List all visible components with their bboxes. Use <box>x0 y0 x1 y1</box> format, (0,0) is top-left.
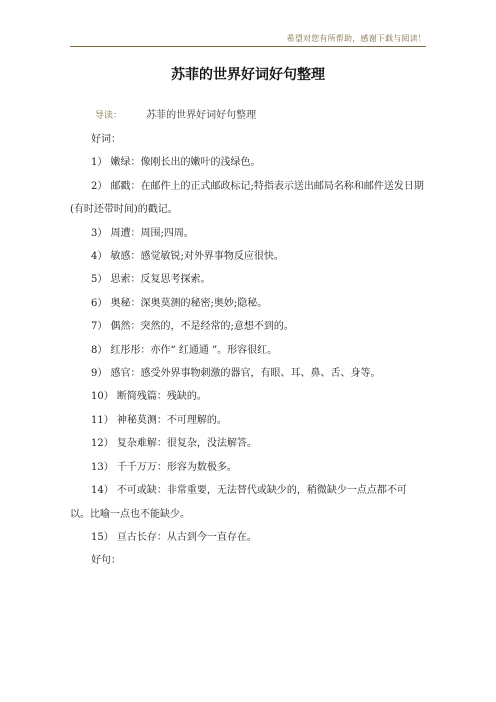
paragraph-item: 2） 邮戳：在邮件上的正式邮政标记;特指表示送出邮局名称和邮件送发日期(有时还带时间)的戳记。 <box>70 180 424 216</box>
paragraph-item: 7） 偶然：突然的，不是经常的;意想不到的。 <box>91 321 294 333</box>
paragraph-item: 10） 断简残篇：残缺的。 <box>91 391 207 403</box>
paragraph-item: 4） 敏感：感觉敏锐;对外界事物反应很快。 <box>91 251 284 263</box>
paragraph-heading-sentences: 好句： <box>91 555 121 567</box>
guide-line <box>95 106 256 121</box>
header-note: 希望对您有所帮助，感谢下载与阅读！ <box>286 34 426 43</box>
paragraph-item: 13） 千千万万：形容为数极多。 <box>91 461 237 473</box>
paragraph-item: 14） 不可或缺：非常重要，无法替代或缺少的，稍微缺少一点点都不可以。比喻一点也不能缺少。 <box>70 485 407 520</box>
paragraph-item: 15） 亘古长存：从古到今一直存在。 <box>91 531 257 543</box>
paragraph-item: 11） 神秘莫测：不可理解的。 <box>91 414 227 426</box>
document-body <box>70 128 426 573</box>
paragraph-item: 5） 思索：反复思考探索。 <box>91 274 211 286</box>
paragraph-item: 3） 周遭：周围;四周。 <box>91 227 194 239</box>
guide-text: 苏菲的世界好词好句整理 <box>146 110 257 121</box>
guide-label: 导读： <box>95 111 123 121</box>
page-title: 苏菲的世界好词好句整理 <box>171 67 325 83</box>
paragraph-item: 6） 奥秘：深奥莫测的秘密;奥妙;隐秘。 <box>91 297 268 309</box>
paragraph-item: 9） 感官：感受外界事物刺激的器官，有眼、耳、鼻、舌、身等。 <box>91 368 381 380</box>
paragraph-heading-words: 好词： <box>91 134 121 145</box>
paragraph-item: 8） 红彤彤：亦作“ 红通通 ”。形容很红。 <box>91 344 278 356</box>
paragraph-item: 12） 复杂难解：很复杂，没法解答。 <box>91 438 257 450</box>
paragraph-item: 1） 嫩绿：像刚长出的嫩叶的浅绿色。 <box>91 157 261 169</box>
header-rule <box>70 46 426 47</box>
